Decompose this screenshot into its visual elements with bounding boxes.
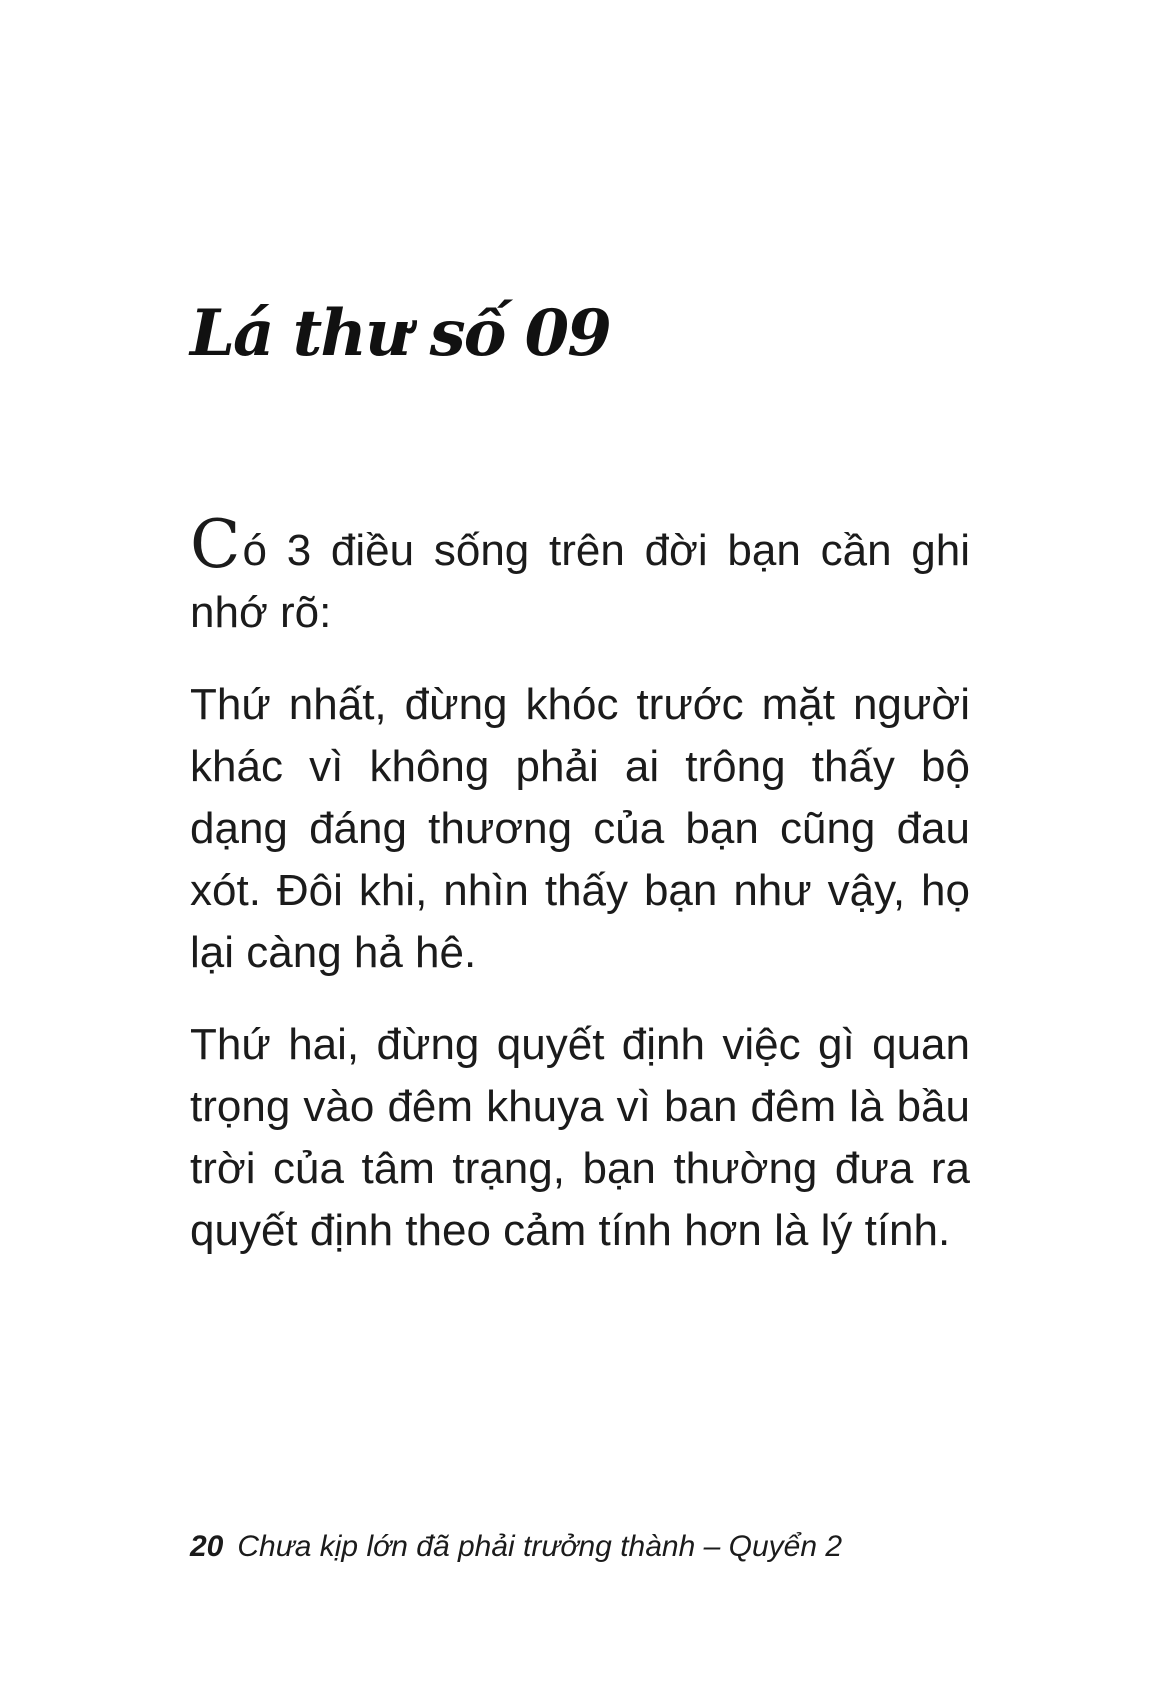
intro-paragraph	[190, 506, 970, 644]
paragraph-second: Thứ hai, đừng quyết định việc gì quan trọng vào đêm khuya vì ban đêm là bầu trời của tâm trạng, bạn thường đưa ra quyết định theo cảm tính hơn là lý tính.	[190, 1020, 970, 1255]
letter-body	[190, 506, 970, 1292]
page-number: 20	[190, 1530, 224, 1563]
page-footer	[190, 1532, 842, 1562]
running-title: Chưa kịp lớn đã phải trưởng thành – Quyển 2	[237, 1530, 843, 1563]
letter-title: Lá thư số 09	[190, 296, 610, 371]
intro-text: ó 3 điều sống trên đời bạn cần ghi nhớ rõ:	[190, 526, 970, 637]
paragraph-first: Thứ nhất, đừng khóc trước mặt người khác vì không phải ai trông thấy bộ dạng đáng thương của bạn cũng đau xót. Đôi khi, nhìn thấy bạn như vậy, họ lại càng hả hê.	[190, 680, 970, 977]
drop-cap: C	[190, 506, 241, 583]
